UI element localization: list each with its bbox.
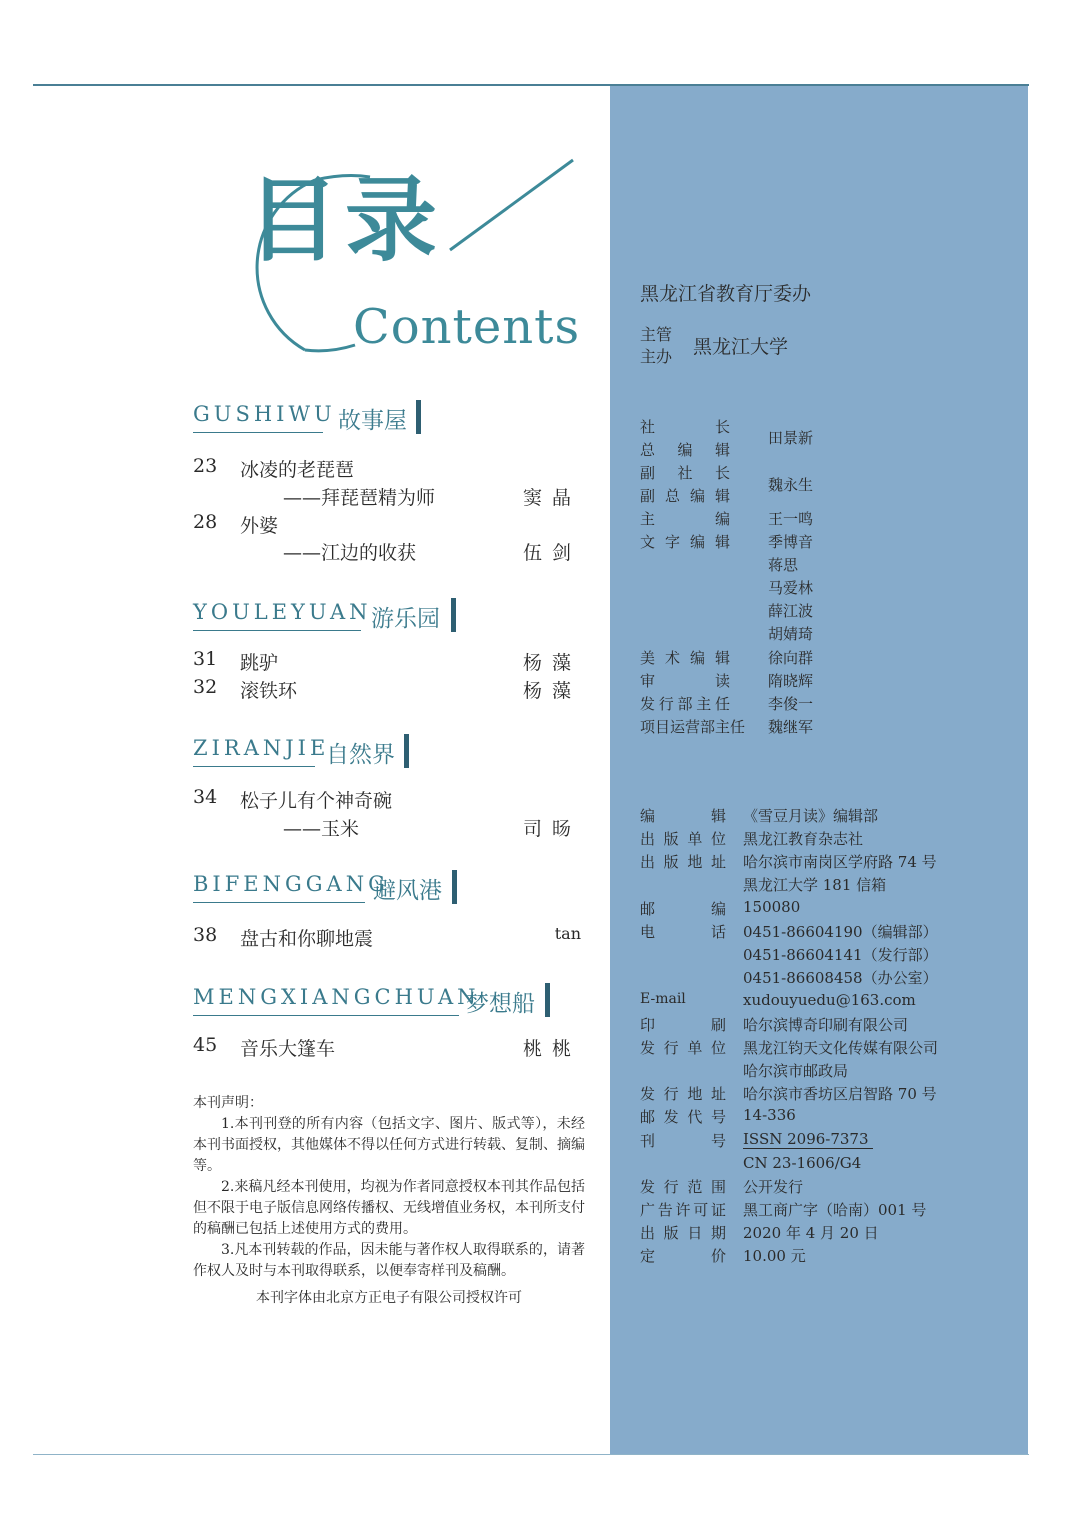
info-label: 出版日期 xyxy=(640,1224,726,1242)
info-label: 邮发代号 xyxy=(640,1108,726,1126)
toc-author: 司旸 xyxy=(522,818,581,840)
toc-entry-sub xyxy=(193,538,593,564)
section-bar xyxy=(545,983,550,1017)
section-ziranjie xyxy=(193,734,593,774)
toc-author: 杨藻 xyxy=(522,680,581,702)
section-gushiwu xyxy=(193,400,593,440)
info-value: 0451-86608458（办公室） xyxy=(743,969,938,987)
cn-value: CN 23-1606/G4 xyxy=(743,1154,862,1172)
info-label: E-mail xyxy=(640,991,686,1007)
font-license-note: 本刊字体由北京方正电子有限公司授权许可 xyxy=(256,1290,522,1306)
statement-paragraph: 3.凡本刊转载的作品，因未能与著作权人取得联系的，请著作权人及时与本刊取得联系，以便奉寄样刊及稿酬。 xyxy=(193,1242,585,1279)
toc-author: tan xyxy=(554,924,581,943)
toc-entry[interactable] xyxy=(193,511,593,537)
bottom-rule xyxy=(33,1454,1029,1455)
authority-line: 黑龙江省教育厅委办 xyxy=(640,283,812,305)
section-underline xyxy=(193,766,315,767)
toc-page: 38 xyxy=(193,924,218,946)
toc-entry[interactable] xyxy=(193,786,593,812)
toc-author: 窦晶 xyxy=(522,487,581,509)
info-value: 0451-86604190（编辑部） xyxy=(743,923,938,941)
staff-label: 副社长 xyxy=(640,464,730,482)
section-underline xyxy=(193,1015,459,1016)
toc-page: 32 xyxy=(193,676,218,698)
staff-name: 胡婧琦 xyxy=(768,625,814,643)
toc-subtitle: ——拜琵琶精为师 xyxy=(283,487,436,509)
staff-label: 主编 xyxy=(640,510,730,528)
info-label: 发行范围 xyxy=(640,1178,726,1196)
staff-label: 副总编辑 xyxy=(640,487,730,505)
sponsor-name: 黑龙江大学 xyxy=(693,336,789,358)
section-underline xyxy=(193,630,361,631)
statement-paragraph: 2.来稿凡经本刊使用，均视为作者同意授权本刊其作品包括但不限于电子版信息网络传播权、无线增值业务权，本刊所支付的稿酬已包括上述使用方式的费用。 xyxy=(193,1179,585,1237)
section-bar xyxy=(416,400,421,434)
info-value: 0451-86604141（发行部） xyxy=(743,946,938,964)
logo-contents: Contents xyxy=(353,299,581,355)
section-cn-title: 自然界 xyxy=(326,742,395,768)
section-cn-title: 避风港 xyxy=(373,878,442,904)
info-label: 发行单位 xyxy=(640,1039,726,1057)
logo-mulu: 目录 xyxy=(247,167,444,274)
info-value: 哈尔滨市邮政局 xyxy=(743,1062,849,1080)
staff-name: 田景新 xyxy=(768,429,814,447)
statement-paragraph: 1.本刊刊登的所有内容（包括文字、图片、版式等），未经本刊书面授权，其他媒体不得以任何方式进行转载、复制、摘编等。 xyxy=(193,1116,585,1174)
info-value: 10.00 元 xyxy=(743,1247,806,1265)
toc-title: 外婆 xyxy=(240,515,279,537)
section-en-title: BIFENGGANG xyxy=(193,872,389,896)
staff-name: 李俊一 xyxy=(768,695,814,713)
info-value: 黑工商广字（哈南）001 号 xyxy=(743,1201,927,1219)
toc-subtitle: ——玉米 xyxy=(283,818,360,840)
toc-author: 桃桃 xyxy=(522,1038,581,1060)
section-cn-title: 游乐园 xyxy=(371,606,440,632)
staff-name: 蒋思 xyxy=(768,556,799,574)
staff-name: 魏永生 xyxy=(768,476,814,494)
info-value: 哈尔滨市南岗区学府路 74 号 xyxy=(743,853,937,871)
info-value: 2020 年 4 月 20 日 xyxy=(743,1224,879,1242)
info-label: 印刷 xyxy=(640,1016,726,1034)
section-cn-title: 故事屋 xyxy=(338,408,407,434)
section-bar xyxy=(452,870,457,904)
toc-entry[interactable] xyxy=(193,1034,593,1060)
section-mengxiangchuan xyxy=(193,983,593,1023)
section-header xyxy=(193,400,593,440)
section-header xyxy=(193,870,593,910)
toc-title: 松子儿有个神奇碗 xyxy=(240,790,393,812)
section-underline xyxy=(193,432,323,433)
info-value: 哈尔滨博奇印刷有限公司 xyxy=(743,1016,909,1034)
toc-entry-sub xyxy=(193,483,593,509)
section-en-title: ZIRANJIE xyxy=(193,736,330,760)
info-label: 刊号 xyxy=(640,1132,726,1150)
section-header xyxy=(193,734,593,774)
toc-title: 冰凌的老琵琶 xyxy=(240,459,355,481)
info-value: 黑龙江大学 181 信箱 xyxy=(743,876,887,894)
toc-page: 45 xyxy=(193,1034,218,1056)
staff-name: 魏继军 xyxy=(768,718,814,736)
staff-label: 文字编辑 xyxy=(640,533,730,551)
staff-name: 王一鸣 xyxy=(768,510,814,528)
staff-name: 季博音 xyxy=(768,533,814,551)
toc-subtitle: ——江边的收获 xyxy=(283,542,417,564)
section-underline xyxy=(193,902,365,903)
toc-title: 盘古和你聊地震 xyxy=(240,928,374,950)
info-value: 黑龙江钧天文化传媒有限公司 xyxy=(743,1039,939,1057)
info-value: 黑龙江教育杂志社 xyxy=(743,830,864,848)
issn-value: ISSN 2096-7373 xyxy=(743,1130,873,1149)
toc-entry[interactable] xyxy=(193,676,593,702)
toc-page: 31 xyxy=(193,648,218,670)
info-label: 出版地址 xyxy=(640,853,726,871)
info-label: 发行地址 xyxy=(640,1085,726,1103)
toc-entry-sub xyxy=(193,814,593,840)
email-link[interactable]: xudouyuedu@163.com xyxy=(743,991,916,1009)
section-bifenggang xyxy=(193,870,593,910)
contents-logo xyxy=(195,155,605,365)
section-en-title: GUSHIWU xyxy=(193,402,336,426)
staff-label: 项目运营部主任 xyxy=(640,718,746,736)
staff-name: 徐向群 xyxy=(768,649,814,667)
info-value: 公开发行 xyxy=(743,1178,804,1196)
info-label: 编辑 xyxy=(640,807,726,825)
zhuguan-label: 主管 xyxy=(640,325,673,344)
section-youleyuan xyxy=(193,598,593,638)
toc-page: 28 xyxy=(193,511,218,533)
section-bar xyxy=(451,598,456,632)
toc-entry[interactable] xyxy=(193,924,593,950)
section-header xyxy=(193,598,593,638)
info-label: 电话 xyxy=(640,923,726,941)
zhuban-label: 主办 xyxy=(640,347,673,366)
info-value: 哈尔滨市香坊区启智路 70 号 xyxy=(743,1085,937,1103)
staff-name: 隋晓辉 xyxy=(768,672,814,690)
staff-label: 发行部主任 xyxy=(640,695,730,713)
info-value: 14-336 xyxy=(743,1106,796,1124)
section-bar xyxy=(404,734,409,768)
toc-title: 跳驴 xyxy=(240,652,279,674)
toc-author: 伍剑 xyxy=(522,542,581,564)
info-label: 定价 xyxy=(640,1247,726,1265)
staff-name: 薛江波 xyxy=(768,602,814,620)
info-label: 出版单位 xyxy=(640,830,726,848)
info-value: 《雪豆月读》编辑部 xyxy=(743,807,879,825)
staff-label: 总编辑 xyxy=(640,441,730,459)
section-header xyxy=(193,983,593,1023)
staff-name: 马爱林 xyxy=(768,579,814,597)
staff-label: 美术编辑 xyxy=(640,649,730,667)
section-en-title: YOULEYUAN xyxy=(193,600,372,624)
toc-entry[interactable] xyxy=(193,648,593,674)
publication-statement xyxy=(193,1093,585,1309)
toc-entry[interactable] xyxy=(193,455,593,481)
info-label: 广告许可证 xyxy=(640,1201,726,1219)
toc-title: 音乐大篷车 xyxy=(240,1038,336,1060)
section-cn-title: 梦想船 xyxy=(466,991,535,1017)
toc-page: 23 xyxy=(193,455,218,477)
info-label: 邮编 xyxy=(640,900,726,918)
section-en-title: MENGXIANGCHUAN xyxy=(193,985,480,1009)
toc-page: 34 xyxy=(193,786,218,808)
statement-heading: 本刊声明： xyxy=(193,1095,263,1111)
toc-title: 滚铁环 xyxy=(240,680,298,702)
info-value: 150080 xyxy=(743,898,801,916)
staff-label: 审读 xyxy=(640,672,730,690)
staff-label: 社长 xyxy=(640,418,730,436)
toc-author: 杨藻 xyxy=(522,652,581,674)
